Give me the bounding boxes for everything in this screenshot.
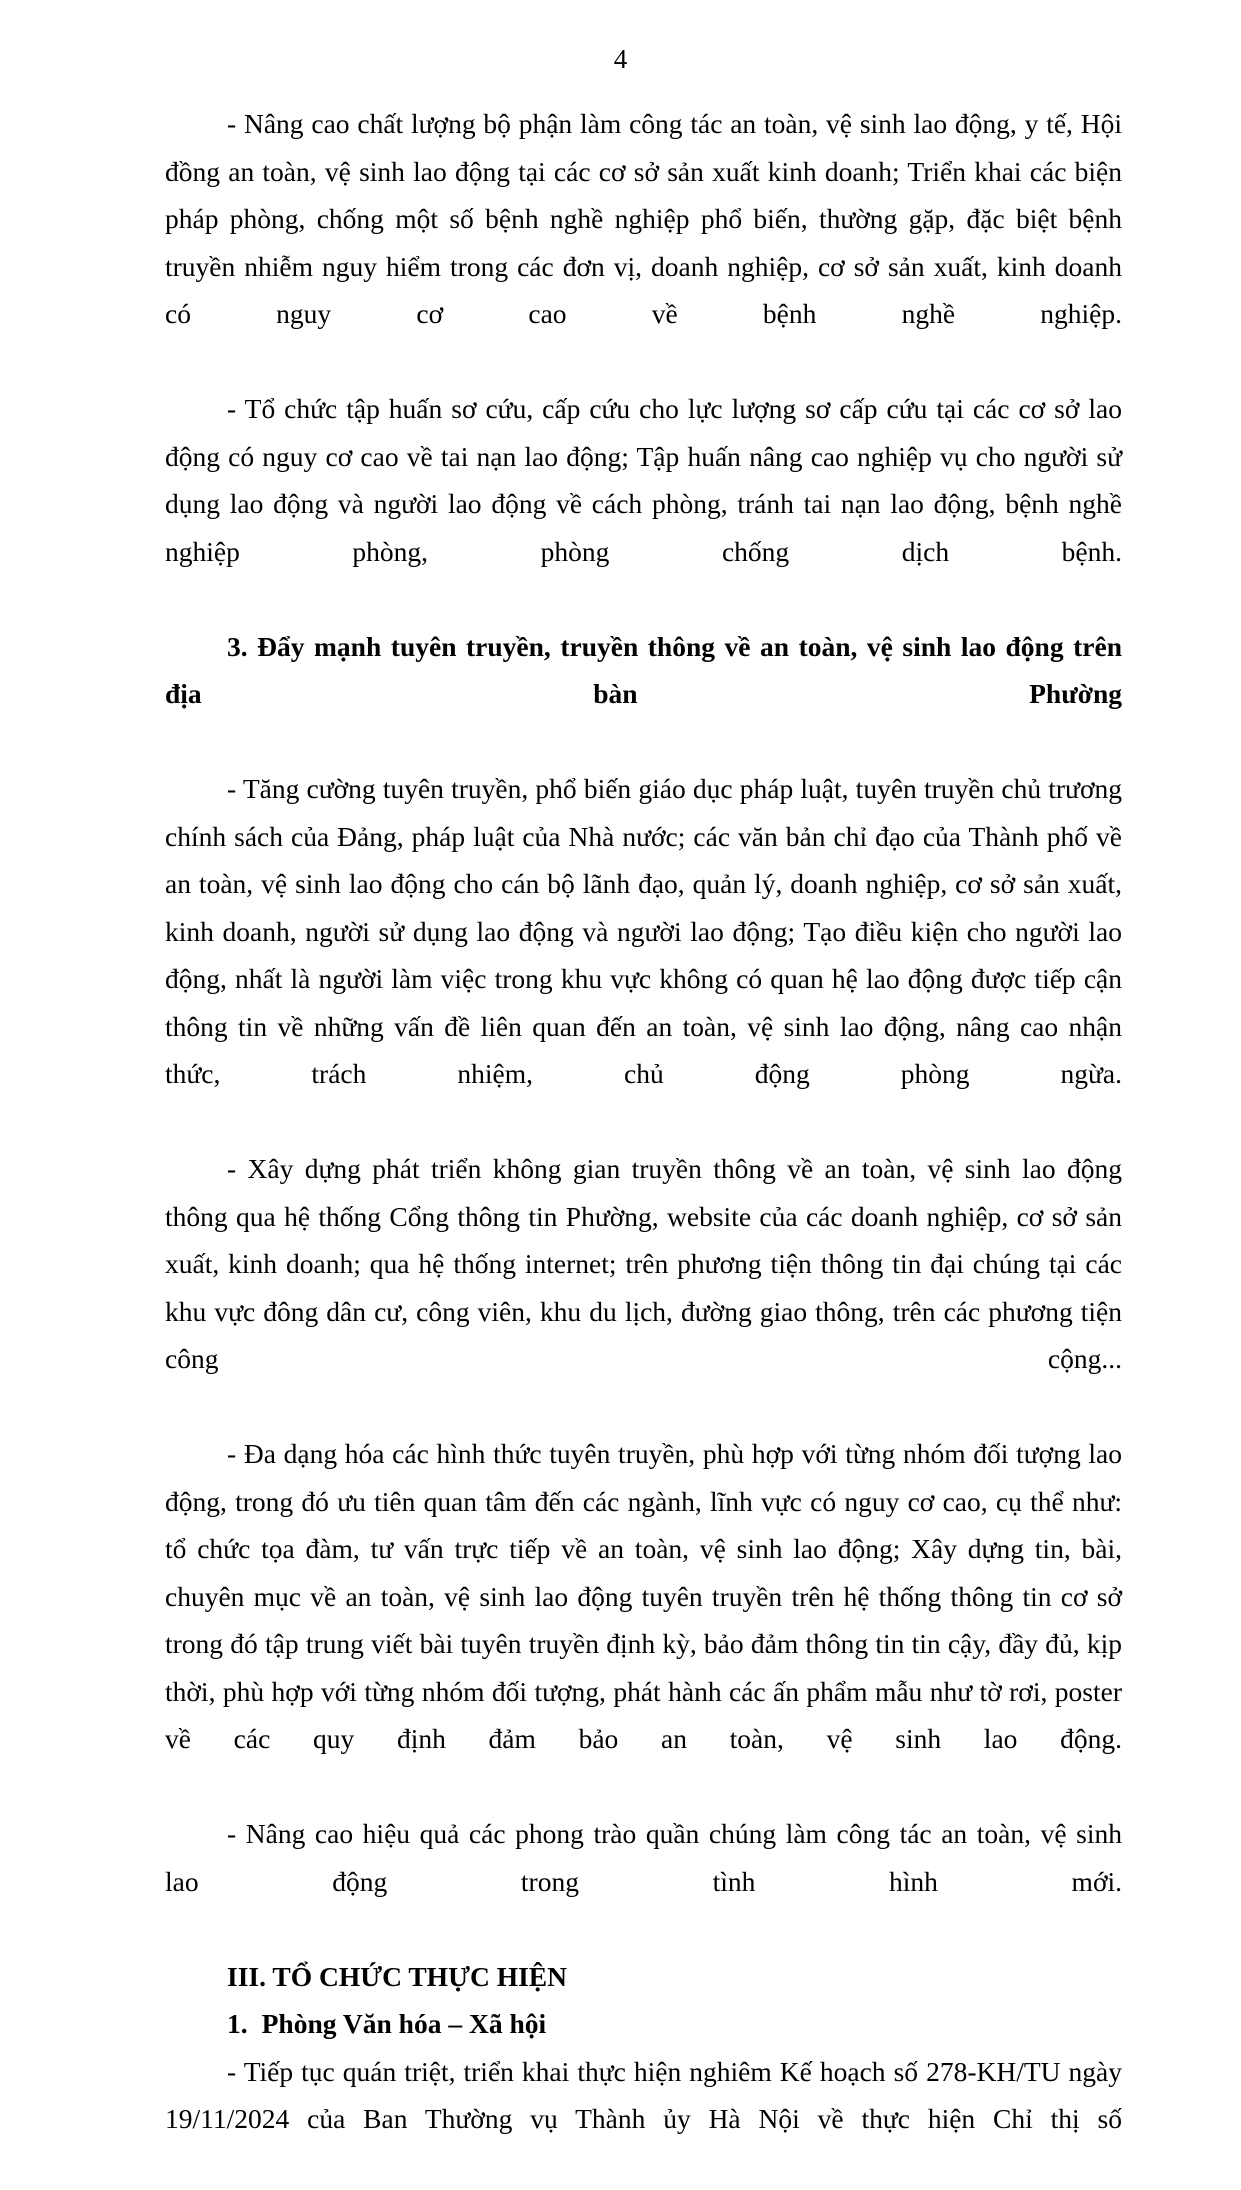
paragraph-p7: - Tiếp tục quán triệt, triển khai thực hiện nghiêm Kế hoạch số 278-KH/TU ngày 19/11/2024 của Ban Thường vụ Thành ủy Hà Nội về thực hiện Chỉ thị số xyxy=(165,2048,1122,2190)
heading-section-iii: III. TỔ CHỨC THỰC HIỆN xyxy=(165,1953,1122,2001)
paragraph-p6: - Nâng cao hiệu quả các phong trào quần chúng làm công tác an toàn, vệ sinh lao động trong tình hình mới. xyxy=(165,1810,1122,1953)
heading-item-1 xyxy=(165,2000,1122,2048)
document-body xyxy=(165,100,1122,2190)
paragraph-p1: - Nâng cao chất lượng bộ phận làm công tác an toàn, vệ sinh lao động, y tế, Hội đồng an toàn, vệ sinh lao động tại các cơ sở sản xuất kinh doanh; Triển khai các biện pháp phòng, chống một số bệnh nghề nghiệp phổ biến, thường gặp, đặc biệt bệnh truyền nhiễm nguy hiểm trong các đơn vị, doanh nghiệp, cơ sở sản xuất, kinh doanh có nguy cơ cao về bệnh nghề nghiệp. xyxy=(165,100,1122,385)
paragraph-p5: - Đa dạng hóa các hình thức tuyên truyền, phù hợp với từng nhóm đối tượng lao động, trong đó ưu tiên quan tâm đến các ngành, lĩnh vực có nguy cơ cao, cụ thể như: tổ chức tọa đàm, tư vấn trực tiếp về an toàn, vệ sinh lao động; Xây dựng tin, bài, chuyên mục về an toàn, vệ sinh lao động tuyên truyền trên hệ thống thông tin cơ sở trong đó tập trung viết bài tuyên truyền định kỳ, bảo đảm thông tin tin cậy, đầy đủ, kịp thời, phù hợp với từng nhóm đối tượng, phát hành các ấn phẩm mẫu như tờ rơi, poster về các quy định đảm bảo an toàn, vệ sinh lao động. xyxy=(165,1430,1122,1810)
paragraph-p4: - Xây dựng phát triển không gian truyền thông về an toàn, vệ sinh lao động thông qua hệ thống Cổng thông tin Phường, website của các doanh nghiệp, cơ sở sản xuất, kinh doanh; qua hệ thống internet; trên phương tiện thông tin đại chúng tại các khu vực đông dân cư, công viên, khu du lịch, đường giao thông, trên các phương tiện công cộng... xyxy=(165,1145,1122,1430)
paragraph-p3: - Tăng cường tuyên truyền, phổ biến giáo dục pháp luật, tuyên truyền chủ trương chính sách của Đảng, pháp luật của Nhà nước; các văn bản chỉ đạo của Thành phố về an toàn, vệ sinh lao động cho cán bộ lãnh đạo, quản lý, doanh nghiệp, cơ sở sản xuất, kinh doanh, người sử dụng lao động và người lao động; Tạo điều kiện cho người lao động, nhất là người làm việc trong khu vực không có quan hệ lao động được tiếp cận thông tin về những vấn đề liên quan đến an toàn, vệ sinh lao động, nâng cao nhận thức, trách nhiệm, chủ động phòng ngừa. xyxy=(165,765,1122,1145)
heading-item-1-number: 1. xyxy=(227,2008,248,2039)
heading-item-1-label: Phòng Văn hóa – Xã hội xyxy=(262,2008,547,2039)
heading-section-3: 3. Đẩy mạnh tuyên truyền, truyền thông về an toàn, vệ sinh lao động trên địa bàn Phường xyxy=(165,623,1122,766)
page-number: 4 xyxy=(0,46,1241,73)
paragraph-p2: - Tổ chức tập huấn sơ cứu, cấp cứu cho lực lượng sơ cấp cứu tại các cơ sở lao động có nguy cơ cao về tai nạn lao động; Tập huấn nâng cao nghiệp vụ cho người sử dụng lao động và người lao động về cách phòng, tránh tai nạn lao động, bệnh nghề nghiệp phòng, phòng chống dịch bệnh. xyxy=(165,385,1122,623)
